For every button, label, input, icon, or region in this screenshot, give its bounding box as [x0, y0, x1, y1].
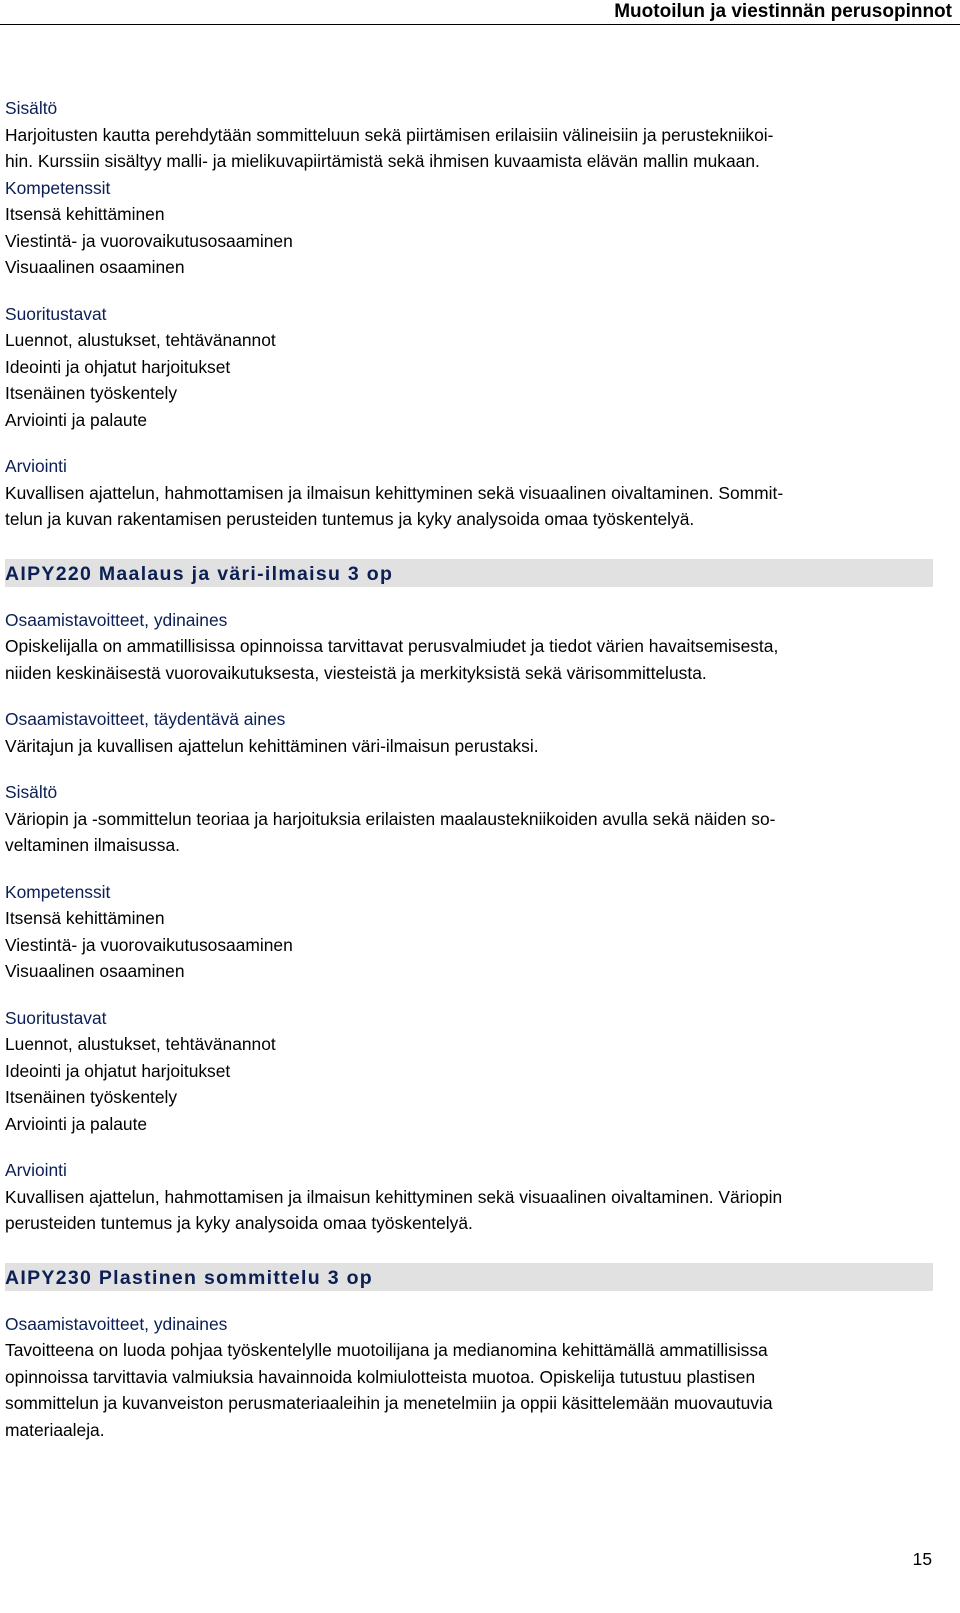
running-header — [0, 0, 960, 25]
section-heading-sisalto: Sisältö — [5, 98, 58, 118]
page-number: 15 — [912, 1549, 932, 1569]
list-item: Arviointi ja palaute — [5, 1113, 148, 1134]
course-title-bar: AIPY220 Maalaus ja väri-ilmaisu 3 op — [5, 559, 933, 587]
section-heading-kompetenssit: Kompetenssit — [5, 177, 111, 198]
paragraph-line: niiden keskinäisestä vuorovaikutuksesta, viesteistä ja merkityksistä sekä värisommittelusta. — [5, 662, 707, 683]
paragraph-line: Opiskelijalla on ammatillisissa opinnoissa tarvittavat perusvalmiudet ja tiedot värien havaitsemisesta, — [5, 636, 779, 656]
list-item: Visuaalinen osaaminen — [5, 257, 185, 277]
section-heading-ydinaines: Osaamistavoitteet, ydinaines — [5, 609, 228, 630]
section-heading-suoritustavat: Suoritustavat — [5, 303, 107, 324]
paragraph-line: telun ja kuvan rakentamisen perusteiden tuntemus ja kyky analysoida omaa työskentelyä. — [5, 509, 695, 529]
section-heading-taydentava: Osaamistavoitteet, täydentävä aines — [5, 709, 286, 729]
course-aipy230 — [5, 1263, 933, 1444]
paragraph-line: Väriopin ja -sommittelun teoriaa ja harjoituksia erilaisten maalaustekniikoiden avulla sekä näiden so- — [5, 808, 776, 829]
section-heading-sisalto: Sisältö — [5, 782, 58, 802]
course-title-bar: AIPY230 Plastinen sommittelu 3 op — [5, 1263, 933, 1291]
paragraph-line: perusteiden tuntemus ja kyky analysoida omaa työskentelyä. — [5, 1213, 473, 1233]
section-heading-kompetenssit: Kompetenssit — [5, 881, 111, 902]
document-title: Muotoilun ja viestinnän perusopinnot — [614, 1, 952, 22]
section-heading-arviointi: Arviointi — [5, 456, 67, 476]
section-heading-ydinaines: Osaamistavoitteet, ydinaines — [5, 1313, 228, 1334]
paragraph-line: Väritajun ja kuvallisen ajattelun kehittäminen väri-ilmaisun perustaksi. — [5, 735, 539, 756]
paragraph-line: veltaminen ilmaisussa. — [5, 835, 180, 855]
list-item: Ideointi ja ohjatut harjoitukset — [5, 1060, 231, 1081]
list-item: Viestintä- ja vuorovaikutusosaaminen — [5, 230, 293, 251]
paragraph-line: hin. Kurssiin sisältyy malli- ja mielikuvapiirtämistä sekä ihmisen kuvaamista elävän mallin mukaan. — [5, 151, 760, 171]
list-item: Luennot, alustukset, tehtävänannot — [5, 330, 276, 350]
course-aipy220 — [5, 559, 933, 1237]
section-heading-suoritustavat: Suoritustavat — [5, 1007, 107, 1028]
paragraph-line: Kuvallisen ajattelun, hahmottamisen ja ilmaisun kehittyminen sekä visuaalinen oivaltaminen. Väriopin — [5, 1186, 783, 1207]
list-item: Itsensä kehittäminen — [5, 908, 165, 928]
list-item: Itsenäinen työskentely — [5, 1087, 178, 1107]
previous-course-continuation — [5, 95, 933, 533]
page-content — [5, 95, 933, 1443]
paragraph-line: materiaaleja. — [5, 1419, 105, 1440]
paragraph-line: Tavoitteena on luoda pohjaa työskentelylle muotoilijana ja medianomina kehittämällä ammatillisissa — [5, 1340, 768, 1360]
list-item: Itsenäinen työskentely — [5, 383, 178, 403]
list-item: Luennot, alustukset, tehtävänannot — [5, 1034, 276, 1054]
list-item: Ideointi ja ohjatut harjoitukset — [5, 356, 231, 377]
section-heading-arviointi: Arviointi — [5, 1160, 67, 1180]
list-item: Itsensä kehittäminen — [5, 204, 165, 224]
list-item: Arviointi ja palaute — [5, 409, 148, 430]
paragraph-line: Kuvallisen ajattelun, hahmottamisen ja ilmaisun kehittyminen sekä visuaalinen oivaltaminen. Sommit- — [5, 482, 784, 503]
paragraph-line: opinnoissa tarvittavia valmiuksia havainnoida kolmiulotteista muotoa. Opiskelija tutustuu plastisen — [5, 1366, 756, 1387]
list-item: Viestintä- ja vuorovaikutusosaaminen — [5, 934, 293, 955]
paragraph-line: sommittelun ja kuvanveiston perusmateriaaleihin ja menetelmiin ja oppii käsittelemään muovautuvia — [5, 1393, 773, 1413]
paragraph-line: Harjoitusten kautta perehdytään sommitteluun sekä piirtämisen erilaisiin välineisiin ja perustekniikoi- — [5, 124, 774, 145]
list-item: Visuaalinen osaaminen — [5, 961, 185, 981]
